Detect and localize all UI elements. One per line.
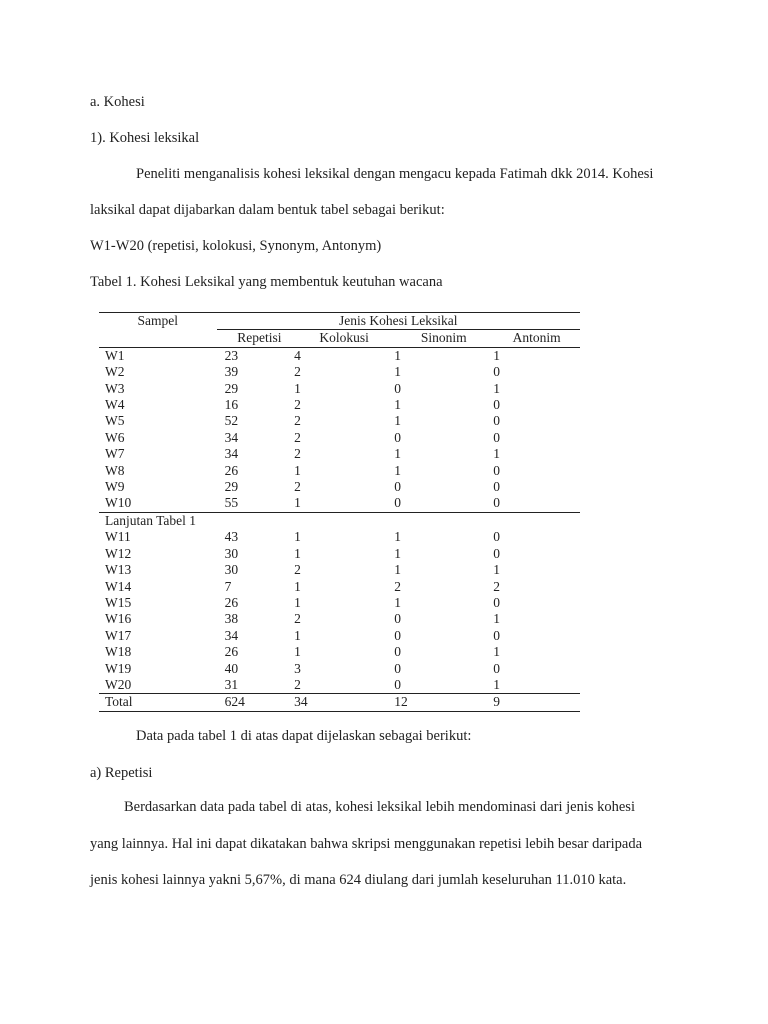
value-cell: 2 <box>294 562 301 578</box>
value-cell: 26 <box>224 644 239 660</box>
sample-cell: W8 <box>105 462 125 478</box>
value-cell: 2 <box>294 429 301 445</box>
paragraph-2-line-2: yang lainnya. Hal ini dapat dikatakan bahwa skripsi menggunakan repetisi lebih besar daripada <box>90 836 643 852</box>
value-cell: 2 <box>493 578 500 594</box>
table-body-part-1 <box>99 347 580 512</box>
value-cell: 1 <box>294 380 301 396</box>
table-row <box>99 644 580 660</box>
sample-cell: W16 <box>105 611 132 627</box>
sample-cell: Total <box>99 694 217 711</box>
table-row <box>99 446 580 462</box>
header-sampel: Sampel <box>99 313 217 330</box>
value-cell: 1 <box>394 413 401 429</box>
value-cell: 2 <box>294 611 301 627</box>
value-cell: 1 <box>294 627 301 643</box>
table-body-part-2 <box>99 529 580 694</box>
table-row <box>99 611 580 627</box>
value-cell: 7 <box>224 578 232 594</box>
header-sinonim: Sinonim <box>394 330 493 347</box>
kohesi-table <box>99 312 580 712</box>
value-cell: 0 <box>394 660 401 676</box>
continuation-section <box>99 512 580 529</box>
value-cell: 0 <box>493 627 500 643</box>
value-cell: 0 <box>493 364 500 380</box>
header-repetisi: Repetisi <box>217 330 295 347</box>
value-cell: 2 <box>294 676 301 692</box>
value-cell: 34 <box>224 627 239 643</box>
value-cell: 0 <box>394 676 401 692</box>
sample-cell: W7 <box>105 446 125 462</box>
value-cell: 0 <box>493 529 500 545</box>
table-row <box>99 595 580 611</box>
value-cell: 0 <box>493 397 500 413</box>
value-cell: 4 <box>294 347 301 363</box>
value-cell: 12 <box>394 694 493 711</box>
value-cell: 34 <box>224 446 239 462</box>
table-row <box>99 661 580 677</box>
sample-cell: W12 <box>105 545 132 561</box>
sample-cell: W1 <box>105 347 125 363</box>
value-cell: 52 <box>224 413 239 429</box>
value-cell: 0 <box>493 545 500 561</box>
value-cell: 0 <box>394 429 401 445</box>
sample-cell: W18 <box>105 644 132 660</box>
sample-cell: W15 <box>105 594 132 610</box>
value-cell: 2 <box>294 479 301 495</box>
value-cell: 23 <box>224 347 239 363</box>
value-cell: 2 <box>394 578 401 594</box>
value-cell: 1 <box>294 644 301 660</box>
subsection-repetisi: a) Repetisi <box>90 765 153 781</box>
total-row <box>99 694 580 711</box>
value-cell: 1 <box>294 545 301 561</box>
value-cell: 1 <box>394 545 401 561</box>
value-cell: 0 <box>394 627 401 643</box>
value-cell: 1 <box>294 578 301 594</box>
sample-cell: W14 <box>105 578 132 594</box>
value-cell: 0 <box>493 495 500 511</box>
table-caption: Tabel 1. Kohesi Leksikal yang membentuk keutuhan wacana <box>90 274 443 290</box>
value-cell: 3 <box>294 660 301 676</box>
value-cell: 2 <box>294 413 301 429</box>
value-cell: 1 <box>394 364 401 380</box>
value-cell: 0 <box>493 479 500 495</box>
value-cell: 0 <box>493 413 500 429</box>
value-cell: 34 <box>224 429 239 445</box>
table-row <box>99 364 580 380</box>
value-cell: 9 <box>493 694 580 711</box>
sample-cell: W17 <box>105 627 132 643</box>
header-kolokusi: Kolokusi <box>294 330 394 347</box>
table-row <box>99 463 580 479</box>
paragraph-1-line-2: laksikal dapat dijabarkan dalam bentuk tabel sebagai berikut: <box>90 202 445 218</box>
value-cell: 1 <box>493 644 500 660</box>
value-cell: 0 <box>493 462 500 478</box>
value-cell: 624 <box>217 694 295 711</box>
header-jenis-kohesi: Jenis Kohesi Leksikal <box>217 313 580 330</box>
table-row <box>99 546 580 562</box>
value-cell: 1 <box>394 562 401 578</box>
value-cell: 1 <box>294 495 301 511</box>
table-row <box>99 430 580 446</box>
value-cell: 26 <box>224 594 239 610</box>
sample-cell: W13 <box>105 562 132 578</box>
value-cell: 16 <box>224 397 239 413</box>
value-cell: 38 <box>224 611 239 627</box>
value-cell: 1 <box>493 676 500 692</box>
table-row <box>99 495 580 512</box>
table-row <box>99 562 580 578</box>
table-row <box>99 347 580 364</box>
value-cell: 31 <box>224 676 239 692</box>
table-row <box>99 579 580 595</box>
value-cell: 1 <box>493 562 500 578</box>
table-row <box>99 529 580 545</box>
value-cell: 29 <box>224 479 239 495</box>
table-row <box>99 413 580 429</box>
value-cell: 0 <box>493 660 500 676</box>
value-cell: 1 <box>493 611 500 627</box>
value-cell: 34 <box>294 694 394 711</box>
value-cell: 1 <box>394 397 401 413</box>
value-cell: 0 <box>394 479 401 495</box>
sample-cell: W20 <box>105 676 132 692</box>
value-cell: 0 <box>394 644 401 660</box>
sample-cell: W4 <box>105 397 125 413</box>
section-heading: a. Kohesi <box>90 94 145 110</box>
sample-cell: W5 <box>105 413 125 429</box>
value-cell: 1 <box>493 380 500 396</box>
value-cell: 0 <box>394 495 401 511</box>
paragraph-2-line-3: jenis kohesi lainnya yakni 5,67%, di mana 624 diulang dari jumlah keseluruhan 11.010 kata. <box>90 872 627 888</box>
sample-cell: W9 <box>105 479 125 495</box>
value-cell: 1 <box>394 347 401 363</box>
value-cell: 26 <box>224 462 239 478</box>
paragraph-2-line-1: Berdasarkan data pada tabel di atas, kohesi leksikal lebih mendominasi dari jenis kohesi <box>124 799 635 815</box>
value-cell: 1 <box>294 594 301 610</box>
value-cell: 1 <box>294 462 301 478</box>
table-row <box>99 397 580 413</box>
value-cell: 43 <box>224 529 239 545</box>
continuation-label: Lanjutan Tabel 1 <box>99 512 580 529</box>
value-cell: 2 <box>294 397 301 413</box>
value-cell: 0 <box>493 594 500 610</box>
sample-cell: W6 <box>105 429 125 445</box>
value-cell: 1 <box>294 529 301 545</box>
after-table-text: Data pada tabel 1 di atas dapat dijelaskan sebagai berikut: <box>136 728 472 744</box>
value-cell: 1 <box>394 594 401 610</box>
value-cell: 1 <box>394 529 401 545</box>
value-cell: 1 <box>493 446 500 462</box>
value-cell: 2 <box>294 446 301 462</box>
paragraph-1-line-1: Peneliti menganalisis kohesi leksikal dengan mengacu kepada Fatimah dkk 2014. Kohesi <box>136 166 654 182</box>
sample-cell: W19 <box>105 660 132 676</box>
value-cell: 55 <box>224 495 239 511</box>
table-row <box>99 479 580 495</box>
value-cell: 0 <box>394 380 401 396</box>
header-antonim: Antonim <box>493 330 580 347</box>
sample-cell: W11 <box>105 529 131 545</box>
value-cell: 29 <box>224 380 239 396</box>
value-cell: 39 <box>224 364 239 380</box>
value-cell: 2 <box>294 364 301 380</box>
value-cell: 30 <box>224 545 239 561</box>
range-note: W1-W20 (repetisi, kolokusi, Synonym, Antonym) <box>90 238 382 254</box>
table-row <box>99 381 580 397</box>
value-cell: 1 <box>394 462 401 478</box>
value-cell: 0 <box>394 611 401 627</box>
sample-cell: W10 <box>105 495 132 511</box>
table-row <box>99 628 580 644</box>
header-blank <box>99 330 217 347</box>
sample-cell: W2 <box>105 364 125 380</box>
value-cell: 0 <box>493 429 500 445</box>
value-cell: 1 <box>394 446 401 462</box>
subsection-heading: 1). Kohesi leksikal <box>90 130 200 146</box>
sample-cell: W3 <box>105 380 125 396</box>
table-row <box>99 677 580 694</box>
value-cell: 1 <box>493 347 500 363</box>
value-cell: 30 <box>224 562 239 578</box>
value-cell: 40 <box>224 660 239 676</box>
table-total <box>99 694 580 711</box>
